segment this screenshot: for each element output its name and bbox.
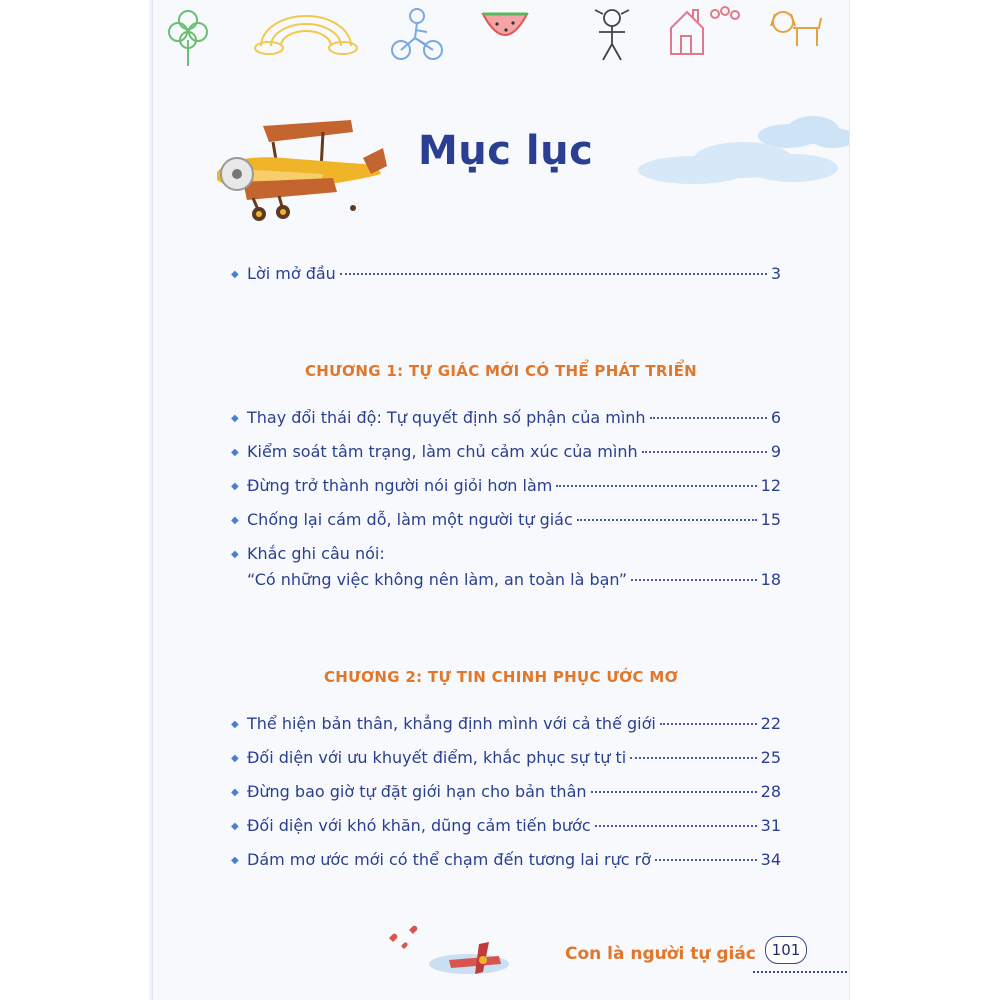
toc-item-page: 22 bbox=[760, 714, 781, 733]
toc-item-label: Đối diện với ưu khuyết điểm, khắc phục sự tự ti bbox=[247, 748, 627, 767]
dot-leader bbox=[591, 790, 757, 793]
dot-leader bbox=[340, 272, 767, 275]
house-icon bbox=[663, 6, 743, 58]
dot-leader bbox=[556, 484, 756, 487]
toc-item-label: Thể hiện bản thân, khẳng định mình với cả thế giới bbox=[247, 714, 656, 733]
dot-leader bbox=[630, 756, 756, 759]
dog-icon bbox=[767, 6, 831, 52]
diamond-bullet-icon: ◆ bbox=[231, 447, 239, 458]
toc-item-label: Thay đổi thái độ: Tự quyết định số phận của mình bbox=[247, 408, 646, 427]
toc-item-page: 25 bbox=[760, 748, 781, 767]
diamond-bullet-icon: ◆ bbox=[231, 821, 239, 832]
toc-item[interactable] bbox=[231, 748, 781, 767]
toc-item-continuation[interactable] bbox=[247, 570, 781, 589]
toc-item-label: Đối diện với khó khăn, dũng cảm tiến bước bbox=[247, 816, 591, 835]
cloud-icon bbox=[633, 138, 843, 188]
toc-item-label: Chống lại cám dỗ, làm một người tự giác bbox=[247, 510, 573, 529]
toc-item[interactable] bbox=[231, 714, 781, 733]
airplane-illustration bbox=[203, 118, 393, 228]
dot-leader bbox=[655, 858, 757, 861]
diamond-bullet-icon: ◆ bbox=[231, 269, 239, 280]
book-title: Con là người tự giác bbox=[565, 944, 756, 964]
toc-item[interactable] bbox=[231, 544, 781, 563]
diamond-bullet-icon: ◆ bbox=[231, 413, 239, 424]
toc-item[interactable] bbox=[231, 476, 781, 495]
toc-item[interactable] bbox=[231, 782, 781, 801]
diamond-bullet-icon: ◆ bbox=[231, 787, 239, 798]
chapter-2-heading: CHƯƠNG 2: TỰ TIN CHINH PHỤC ƯỚC MƠ bbox=[323, 668, 679, 686]
girl-icon bbox=[589, 6, 635, 62]
footer-dotted-line bbox=[753, 970, 847, 973]
toc-item-label: Lời mở đầu bbox=[247, 264, 336, 283]
diamond-bullet-icon: ◆ bbox=[231, 515, 239, 526]
toc-item[interactable] bbox=[231, 510, 781, 529]
toc-item-label: Dám mơ ước mới có thể chạm đến tương lai rực rỡ bbox=[247, 850, 651, 869]
toc-item-label: “Có những việc không nên làm, an toàn là bạn” bbox=[247, 570, 627, 589]
toc-item-page: 3 bbox=[770, 264, 781, 283]
hearts-decoration bbox=[379, 920, 529, 980]
toc-item-page: 28 bbox=[760, 782, 781, 801]
toc-item[interactable] bbox=[231, 850, 781, 869]
chapter-1-heading: CHƯƠNG 1: TỰ GIÁC MỚI CÓ THỂ PHÁT TRIỂN bbox=[304, 362, 698, 380]
toc-item-page: 15 bbox=[760, 510, 781, 529]
page-title: Mục lục bbox=[418, 128, 594, 174]
book-page bbox=[152, 0, 850, 1000]
kid-bicycle-icon bbox=[389, 6, 445, 62]
toc-item-page: 9 bbox=[770, 442, 781, 461]
header-doodles bbox=[153, 0, 849, 70]
page-gutter bbox=[0, 0, 152, 1000]
dot-leader bbox=[650, 416, 767, 419]
toc-item-page: 34 bbox=[760, 850, 781, 869]
rainbow-icon bbox=[251, 6, 361, 56]
toc-item-label: Kiểm soát tâm trạng, làm chủ cảm xúc của mình bbox=[247, 442, 638, 461]
toc-item-page: 6 bbox=[770, 408, 781, 427]
toc-item-label: Khắc ghi câu nói: bbox=[247, 544, 385, 563]
toc-item[interactable] bbox=[231, 408, 781, 427]
diamond-bullet-icon: ◆ bbox=[231, 719, 239, 730]
dot-leader bbox=[642, 450, 767, 453]
diamond-bullet-icon: ◆ bbox=[231, 753, 239, 764]
page-number: 101 bbox=[765, 936, 807, 964]
dot-leader bbox=[631, 578, 757, 581]
toc-item[interactable] bbox=[231, 816, 781, 835]
toc-item-page: 18 bbox=[760, 570, 781, 589]
diamond-bullet-icon: ◆ bbox=[231, 481, 239, 492]
dot-leader bbox=[660, 722, 757, 725]
toc-item-page: 31 bbox=[760, 816, 781, 835]
watermelon-icon bbox=[479, 6, 531, 52]
toc-item-label: Đừng bao giờ tự đặt giới hạn cho bản thân bbox=[247, 782, 587, 801]
dot-leader bbox=[577, 518, 757, 521]
toc-item-label: Đừng trở thành người nói giỏi hơn làm bbox=[247, 476, 553, 495]
diamond-bullet-icon: ◆ bbox=[231, 855, 239, 866]
toc-item[interactable] bbox=[231, 442, 781, 461]
toc-item-intro[interactable] bbox=[231, 264, 781, 283]
clover-icon bbox=[163, 6, 213, 68]
toc-item-page: 12 bbox=[760, 476, 781, 495]
dot-leader bbox=[595, 824, 757, 827]
diamond-bullet-icon: ◆ bbox=[231, 549, 239, 560]
